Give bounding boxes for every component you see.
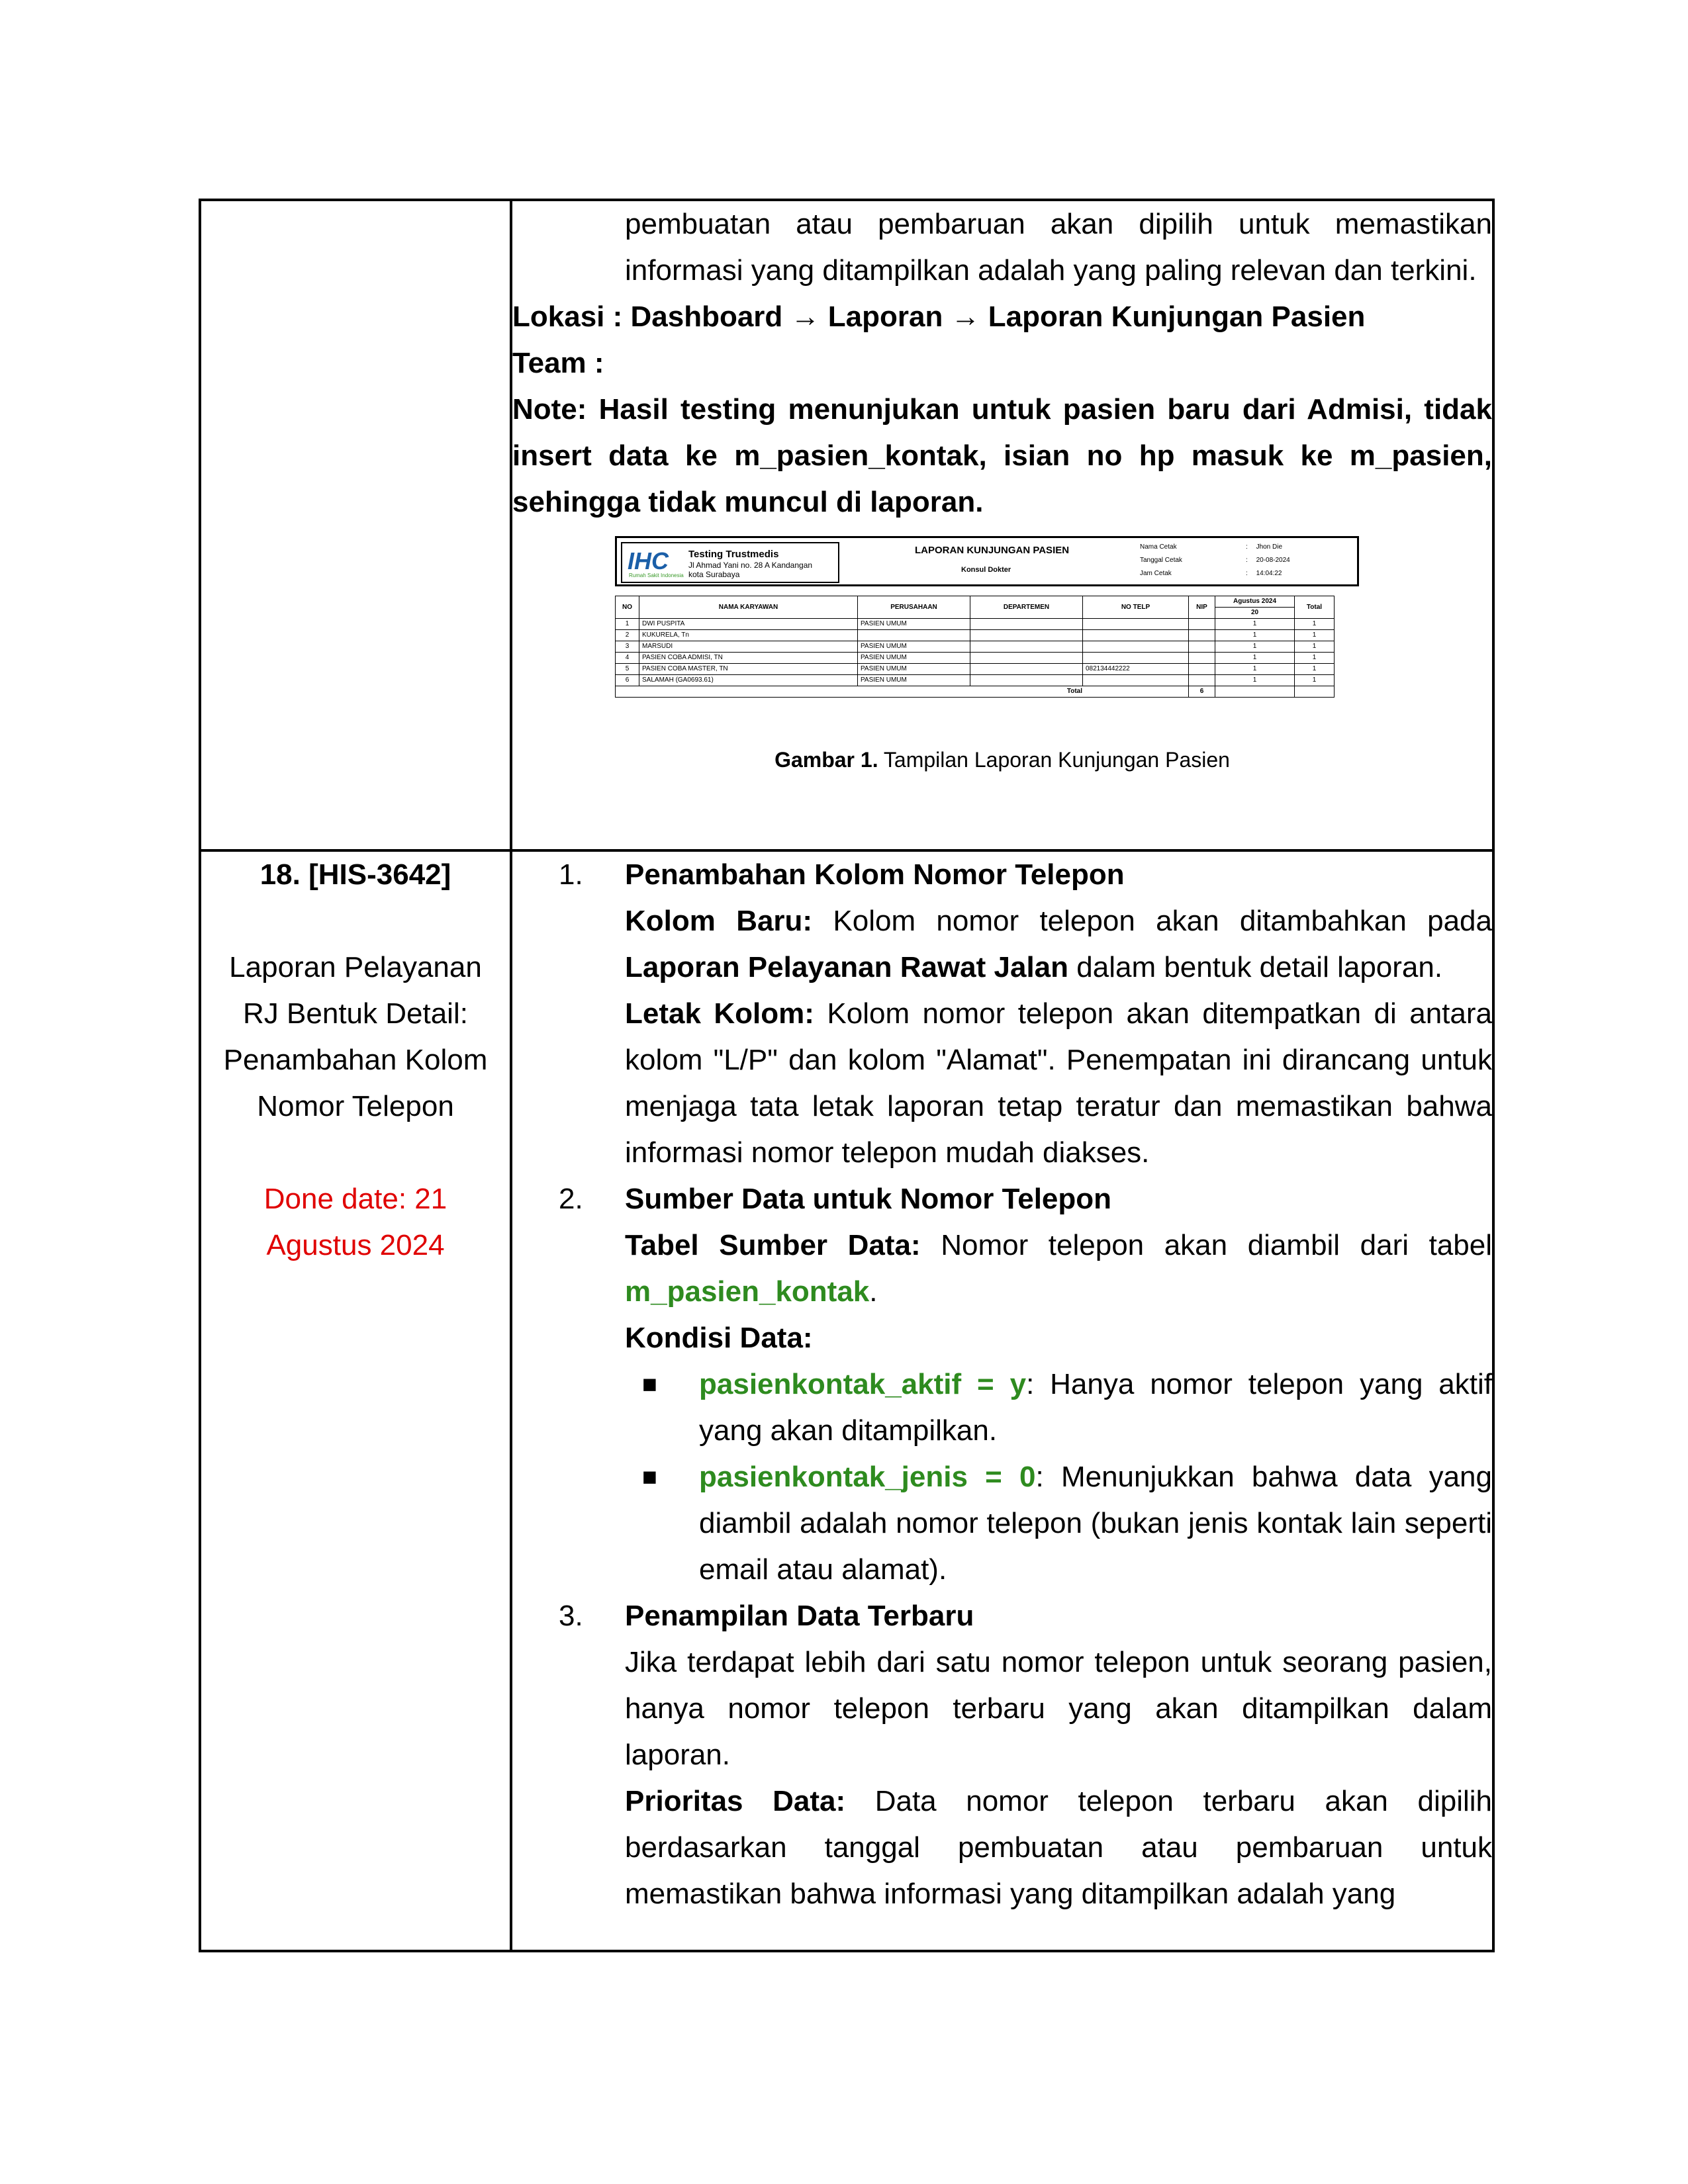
report-data-row <box>616 653 1335 664</box>
bullet-item: ■ pasienkontak_aktif = y: Hanya nomor telepon yang aktif yang akan ditampilkan. <box>512 1361 1492 1454</box>
table-row <box>200 850 1493 1951</box>
report-cell <box>1189 653 1215 664</box>
report-data-row <box>616 675 1335 686</box>
report-cell: PASIEN UMUM <box>858 619 970 630</box>
report-logo-box <box>621 542 839 583</box>
report-cell <box>858 630 970 641</box>
ticket-description-line: RJ Bentuk Detail: <box>243 997 468 1030</box>
report-cell <box>1083 619 1189 630</box>
report-cell: SALAMAH (GA0693.61) <box>639 675 858 686</box>
report-cell: DWI PUSPITA <box>639 619 858 630</box>
report-cell: 1 <box>1295 653 1335 664</box>
ticket-description-line: Penambahan Kolom <box>223 1044 488 1077</box>
report-cell: 1 <box>1215 664 1295 675</box>
report-cell: 1 <box>1215 675 1295 686</box>
report-cell: 1 <box>1295 619 1335 630</box>
paragraph-continuation: pembuatan atau pembaruan akan dipilih untuk memastikan informasi yang ditampilkan adalah yang paling relevan dan terkini. <box>625 208 1492 287</box>
report-cell: KUKURELA, Tn <box>639 630 858 641</box>
report-cell <box>1189 641 1215 653</box>
report-cell <box>970 675 1083 686</box>
done-date: Done date: 21 <box>263 1183 447 1216</box>
report-cell: 1 <box>1295 641 1335 653</box>
report-cell: MARSUDI <box>639 641 858 653</box>
list-item-paragraph: Tabel Sumber Data: Nomor telepon akan diambil dari tabel m_pasien_kontak. <box>625 1229 1492 1308</box>
report-header <box>615 536 1359 586</box>
meta-row: Tanggal Cetak : 20-08-2024 <box>1140 557 1290 564</box>
report-cell <box>970 664 1083 675</box>
logo-tagline: Rumah Sakit Indonesia <box>629 572 684 578</box>
list-item-subheading: Kondisi Data: <box>625 1322 813 1355</box>
report-cell <box>970 641 1083 653</box>
figure-caption: Gambar 1. Tampilan Laporan Kunjungan Pasien <box>774 748 1230 772</box>
list-item-paragraph: Kolom Baru: Kolom nomor telepon akan ditambahkan pada Laporan Pelayanan Rawat Jalan dalam bentuk detail laporan. <box>625 905 1492 984</box>
company-address-1: Jl Ahmad Yani no. 28 A Kandangan <box>688 561 813 570</box>
done-date: Agustus 2024 <box>266 1229 445 1262</box>
report-cell: PASIEN UMUM <box>858 675 970 686</box>
list-item: 3. Penampilan Data Terbaru Jika terdapat lebih dari satu nomor telepon untuk seorang pasien, hanya nomor telepon terbaru yang akan ditampilkan dalam laporan. Prioritas Data: Data nomor telepon terbaru akan dipilih berdasarkan tanggal pembuatan atau pembaruan untuk memastikan bahwa informasi yang ditampilkan adalah yang <box>512 1593 1492 1917</box>
document-table <box>199 199 1495 1952</box>
report-cell: PASIEN COBA MASTER, TN <box>639 664 858 675</box>
list-item-title: Sumber Data untuk Nomor Telepon <box>625 1183 1112 1216</box>
ticket-id: 18. [HIS-3642] <box>259 858 451 891</box>
report-cell: 1 <box>1295 675 1335 686</box>
report-cell: 6 <box>616 675 639 686</box>
report-cell: 1 <box>1215 653 1295 664</box>
report-cell: 1 <box>1215 630 1295 641</box>
report-cell <box>1189 630 1215 641</box>
right-cell-details <box>511 850 1493 1951</box>
report-data-row <box>616 641 1335 653</box>
report-cell: 1 <box>1215 641 1295 653</box>
table-row <box>200 200 1493 850</box>
square-bullet-icon: ■ <box>642 1463 657 1492</box>
bullet-item: ■ pasienkontak_jenis = 0: Menunjukkan bahwa data yang diambil adalah nomor telepon (bukan jenis kontak lain seperti email atau alamat). <box>512 1454 1492 1593</box>
report-total-row: Total 6 <box>616 686 1335 698</box>
location-line: Lokasi : Dashboard → Laporan → Laporan Kunjungan Pasien <box>512 300 1366 333</box>
meta-row: Nama Cetak : Jhon Die <box>1140 543 1283 551</box>
square-bullet-icon: ■ <box>642 1371 657 1399</box>
report-title: LAPORAN KUNJUNGAN PASIEN <box>915 545 1070 556</box>
right-cell-content <box>511 200 1493 850</box>
report-cell <box>1083 630 1189 641</box>
list-item: 1. Penambahan Kolom Nomor Telepon Kolom Baru: Kolom nomor telepon akan ditambahkan pada Laporan Pelayanan Rawat Jalan dalam bentuk detail laporan. Letak Kolom: Kolom nomor telepon akan ditempatkan di antara kolom "L/P" dan kolom "Alamat". Penempatan ini dirancang untuk menjaga tata letak laporan tetap teratur dan memastikan bahwa informasi nomor telepon mudah diakses. <box>512 852 1492 1176</box>
report-data-row <box>616 630 1335 641</box>
report-cell: 1 <box>1295 630 1335 641</box>
report-cell: 1 <box>1295 664 1335 675</box>
list-item-paragraph: Letak Kolom: Kolom nomor telepon akan ditempatkan di antara kolom "L/P" dan kolom "Alamat". Penempatan ini dirancang untuk menjaga tata letak laporan tetap teratur dan memastikan bahwa informasi nomor telepon mudah diakses. <box>625 997 1492 1169</box>
report-cell <box>970 630 1083 641</box>
report-cell: PASIEN UMUM <box>858 653 970 664</box>
list-item-title: Penampilan Data Terbaru <box>625 1600 974 1633</box>
report-cell <box>1083 675 1189 686</box>
list-item: 2. Sumber Data untuk Nomor Telepon Tabel Sumber Data: Nomor telepon akan diambil dari tabel m_pasien_kontak. Kondisi Data: <box>512 1176 1492 1361</box>
report-cell: 3 <box>616 641 639 653</box>
report-cell <box>1083 653 1189 664</box>
report-cell: 5 <box>616 664 639 675</box>
report-cell: PASIEN UMUM <box>858 641 970 653</box>
company-address-2: kota Surabaya <box>688 570 740 579</box>
left-cell-ticket <box>200 850 511 1951</box>
list-item-paragraph: Prioritas Data: Data nomor telepon terbaru akan dipilih berdasarkan tanggal pembuatan atau pembaruan untuk memastikan bahwa informasi yang ditampilkan adalah yang <box>625 1785 1492 1911</box>
left-cell-empty <box>200 200 511 850</box>
meta-row: Jam Cetak : 14:04:22 <box>1140 570 1282 577</box>
report-cell <box>970 619 1083 630</box>
report-screenshot <box>615 536 1359 728</box>
company-name: Testing Trustmedis <box>688 549 779 560</box>
report-subtitle: Konsul Dokter <box>961 566 1011 574</box>
report-header-row: NO NAMA KARYAWAN PERUSAHAAN DEPARTEMEN NO TELP NIP Agustus 2024 Total <box>616 596 1335 608</box>
ihc-logo: IHC <box>628 547 669 574</box>
team-line: Team : <box>512 347 604 379</box>
note-paragraph: Note: Hasil testing menunjukan untuk pasien baru dari Admisi, tidak insert data ke m_pasien_kontak, isian no hp masuk ke m_pasien, sehingga tidak muncul di laporan. <box>512 393 1492 518</box>
report-cell: 082134442222 <box>1083 664 1189 675</box>
report-data-row <box>616 619 1335 630</box>
report-cell: 1 <box>616 619 639 630</box>
ticket-description-line: Laporan Pelayanan <box>229 951 482 984</box>
report-cell <box>970 653 1083 664</box>
report-cell <box>1189 675 1215 686</box>
report-subheader-row: 20 <box>616 608 1335 619</box>
list-item-title: Penambahan Kolom Nomor Telepon <box>625 858 1125 891</box>
report-table <box>615 596 1335 698</box>
report-cell <box>1189 619 1215 630</box>
report-cell: 2 <box>616 630 639 641</box>
list-item-paragraph: Jika terdapat lebih dari satu nomor telepon untuk seorang pasien, hanya nomor telepon terbaru yang akan ditampilkan dalam laporan. <box>625 1646 1492 1772</box>
report-cell: PASIEN UMUM <box>858 664 970 675</box>
report-cell: 4 <box>616 653 639 664</box>
report-data-row <box>616 664 1335 675</box>
ticket-description-line: Nomor Telepon <box>257 1090 454 1123</box>
report-cell: PASIEN COBA ADMISI, TN <box>639 653 858 664</box>
report-cell <box>1083 641 1189 653</box>
report-cell <box>1189 664 1215 675</box>
report-cell: 1 <box>1215 619 1295 630</box>
